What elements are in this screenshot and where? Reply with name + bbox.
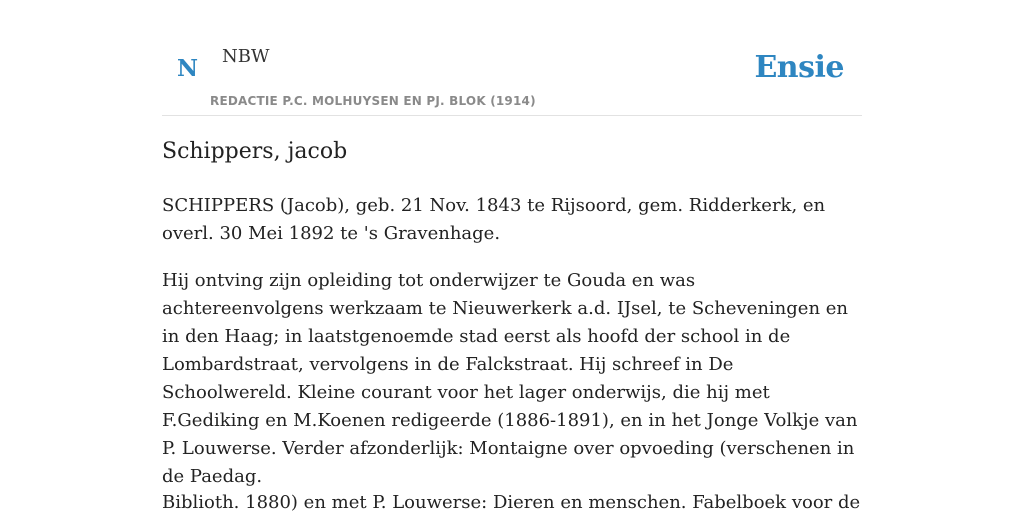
source-title[interactable]: NBW xyxy=(222,46,270,67)
source-editor: REDACTIE P.C. MOLHUYSEN EN PJ. BLOK (1914) xyxy=(210,94,536,108)
ensie-logo[interactable]: Ensie xyxy=(754,50,844,85)
entry-paragraph: Biblioth. 1880) en met P. Louwerse: Dieren en menschen. Fabelboek voor de xyxy=(162,492,861,512)
article-page xyxy=(162,0,862,512)
entry-paragraph: Hij ontving zijn opleiding tot onderwijzer te Gouda en was achtereenvolgens werkzaam te Nieuwerkerk a.d. IJsel, te Scheveningen en in den Haag; in laatstgenoemde stad eerst als hoofd der school in de Lombardstraat, vervolgens in de Falckstraat. Hij schreef in De Schoolwereld. Kleine courant voor het lager onderwijs, die hij met F.Gediking en M.Koenen redigeerde (1886-1891), en in het Jonge Volkje van P. Louwerse. Verder afzonderlijk: Montaigne over opvoeding (verschenen in de Paedag. xyxy=(162,270,858,487)
source-logo[interactable]: N xyxy=(177,55,199,82)
entry-paragraph: SCHIPPERS (Jacob), geb. 21 Nov. 1843 te Rijsoord, gem. Ridderkerk, en overl. 30 Mei 1892 te 's Gravenhage. xyxy=(162,195,826,244)
entry-title: Schippers, jacob xyxy=(162,139,348,164)
page-header xyxy=(162,0,862,116)
